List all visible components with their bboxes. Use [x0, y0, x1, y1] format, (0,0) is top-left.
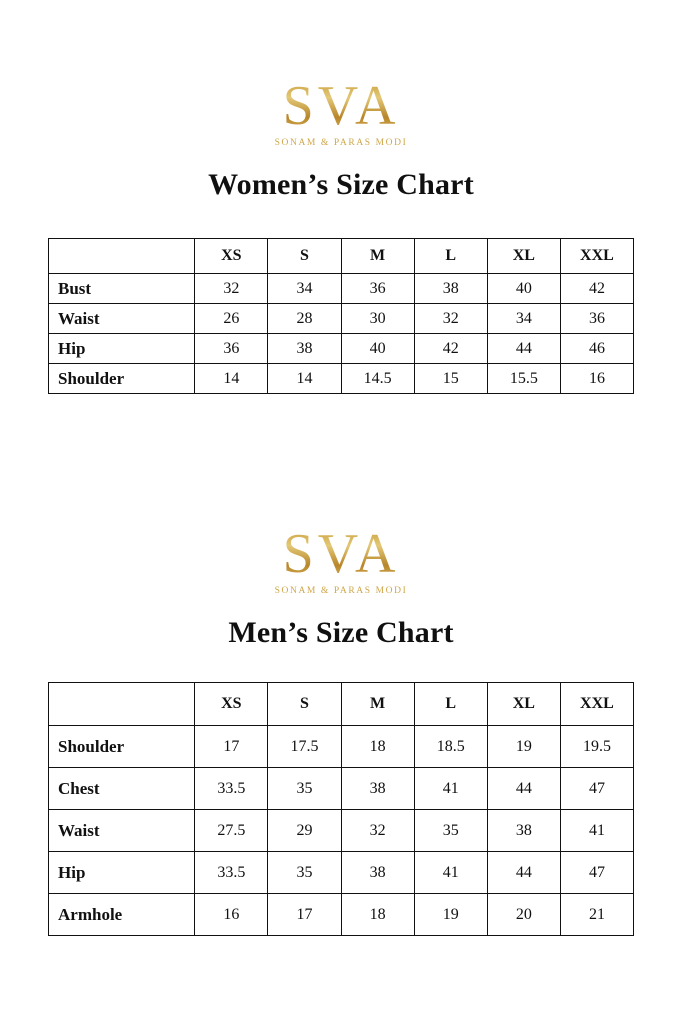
column-header-xs: XS [195, 239, 268, 274]
column-header-s: S [268, 683, 341, 726]
table-header-row [49, 239, 634, 274]
womens-size-table [48, 238, 634, 394]
measurement-cell: 14 [268, 364, 341, 394]
brand-logo-women [0, 75, 682, 148]
table-corner-cell [49, 239, 195, 274]
measurement-cell: 33.5 [195, 852, 268, 894]
mens-size-table [48, 682, 634, 936]
measurement-cell: 44 [487, 768, 560, 810]
measurement-cell: 32 [195, 274, 268, 304]
row-header-hip: Hip [49, 852, 195, 894]
column-header-s: S [268, 239, 341, 274]
measurement-cell: 17 [195, 726, 268, 768]
table-row [49, 304, 634, 334]
measurement-cell: 15.5 [487, 364, 560, 394]
womens-table-header [49, 239, 634, 274]
column-header-l: L [414, 683, 487, 726]
brand-tagline: SONAM & PARAS MODI [274, 586, 408, 596]
measurement-cell: 41 [414, 768, 487, 810]
measurement-cell: 27.5 [195, 810, 268, 852]
measurement-cell: 38 [487, 810, 560, 852]
measurement-cell: 42 [414, 334, 487, 364]
column-header-xl: XL [487, 683, 560, 726]
measurement-cell: 47 [560, 852, 633, 894]
mens-table-body [49, 726, 634, 936]
mens-table-header [49, 683, 634, 726]
row-header-bust: Bust [49, 274, 195, 304]
measurement-cell: 16 [195, 894, 268, 936]
measurement-cell: 32 [414, 304, 487, 334]
column-header-m: M [341, 683, 414, 726]
table-row [49, 810, 634, 852]
row-header-shoulder: Shoulder [49, 726, 195, 768]
column-header-xl: XL [487, 239, 560, 274]
measurement-cell: 17 [268, 894, 341, 936]
row-header-hip: Hip [49, 334, 195, 364]
measurement-cell: 32 [341, 810, 414, 852]
column-header-xxl: XXL [560, 683, 633, 726]
measurement-cell: 46 [560, 334, 633, 364]
table-row [49, 726, 634, 768]
measurement-cell: 26 [195, 304, 268, 334]
measurement-cell: 40 [341, 334, 414, 364]
measurement-cell: 36 [560, 304, 633, 334]
measurement-cell: 38 [414, 274, 487, 304]
measurement-cell: 17.5 [268, 726, 341, 768]
brand-wordmark: SVA [282, 75, 400, 137]
brand-logo-men [0, 523, 682, 596]
measurement-cell: 19 [487, 726, 560, 768]
table-row [49, 274, 634, 304]
mens-table-wrap [0, 650, 682, 936]
measurement-cell: 38 [341, 768, 414, 810]
measurement-cell: 41 [414, 852, 487, 894]
table-row [49, 894, 634, 936]
measurement-cell: 44 [487, 334, 560, 364]
measurement-cell: 18 [341, 894, 414, 936]
table-row [49, 364, 634, 394]
measurement-cell: 38 [341, 852, 414, 894]
measurement-cell: 35 [414, 810, 487, 852]
row-header-shoulder: Shoulder [49, 364, 195, 394]
brand-wordmark: SVA [282, 523, 400, 585]
mens-size-chart-section [0, 394, 682, 936]
womens-chart-title: Women’s Size Chart [208, 168, 474, 201]
measurement-cell: 35 [268, 852, 341, 894]
column-header-l: L [414, 239, 487, 274]
row-header-waist: Waist [49, 810, 195, 852]
measurement-cell: 36 [341, 274, 414, 304]
measurement-cell: 30 [341, 304, 414, 334]
measurement-cell: 44 [487, 852, 560, 894]
measurement-cell: 16 [560, 364, 633, 394]
table-row [49, 768, 634, 810]
measurement-cell: 41 [560, 810, 633, 852]
row-header-chest: Chest [49, 768, 195, 810]
table-row [49, 334, 634, 364]
table-row [49, 852, 634, 894]
measurement-cell: 42 [560, 274, 633, 304]
table-corner-cell [49, 683, 195, 726]
row-header-armhole: Armhole [49, 894, 195, 936]
column-header-m: M [341, 239, 414, 274]
measurement-cell: 28 [268, 304, 341, 334]
column-header-xxl: XXL [560, 239, 633, 274]
womens-size-chart-section [0, 0, 682, 394]
measurement-cell: 19 [414, 894, 487, 936]
measurement-cell: 47 [560, 768, 633, 810]
column-header-xs: XS [195, 683, 268, 726]
measurement-cell: 29 [268, 810, 341, 852]
table-header-row [49, 683, 634, 726]
measurement-cell: 14.5 [341, 364, 414, 394]
measurement-cell: 35 [268, 768, 341, 810]
measurement-cell: 21 [560, 894, 633, 936]
brand-tagline: SONAM & PARAS MODI [274, 138, 408, 148]
measurement-cell: 20 [487, 894, 560, 936]
mens-chart-title: Men’s Size Chart [228, 616, 454, 649]
row-header-waist: Waist [49, 304, 195, 334]
womens-table-wrap [0, 202, 682, 394]
measurement-cell: 18.5 [414, 726, 487, 768]
measurement-cell: 36 [195, 334, 268, 364]
measurement-cell: 14 [195, 364, 268, 394]
measurement-cell: 19.5 [560, 726, 633, 768]
womens-table-body [49, 274, 634, 394]
measurement-cell: 33.5 [195, 768, 268, 810]
measurement-cell: 15 [414, 364, 487, 394]
measurement-cell: 18 [341, 726, 414, 768]
measurement-cell: 34 [487, 304, 560, 334]
measurement-cell: 38 [268, 334, 341, 364]
measurement-cell: 34 [268, 274, 341, 304]
measurement-cell: 40 [487, 274, 560, 304]
